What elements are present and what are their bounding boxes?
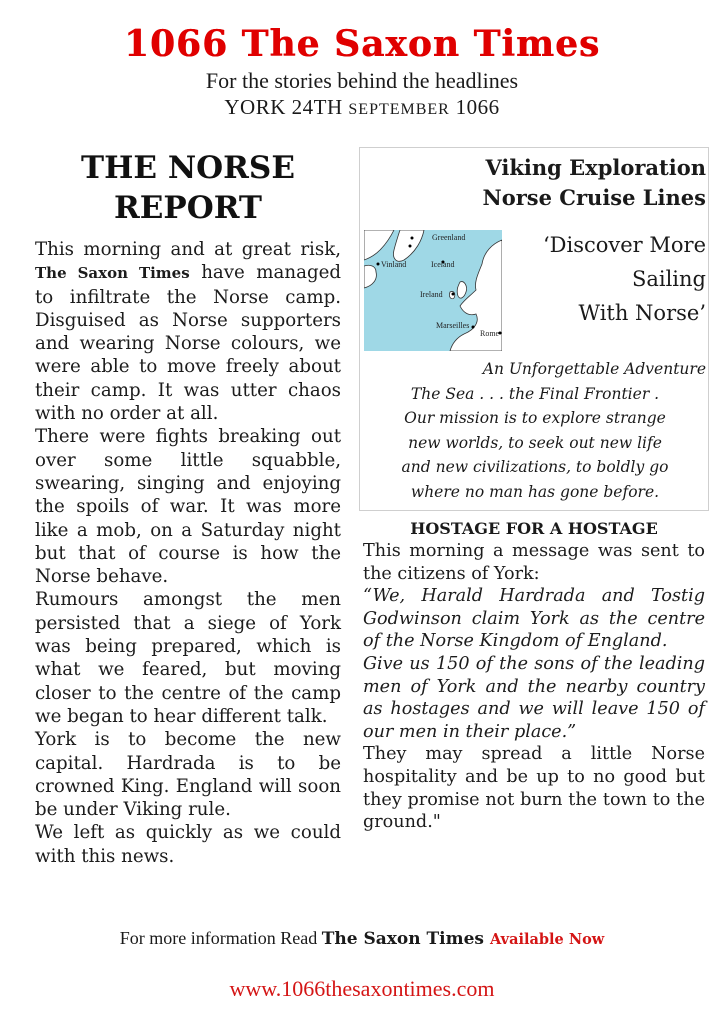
advert-italic-line-3: Our mission is to explore strange — [404, 409, 666, 427]
map-label-ireland: Ireland — [420, 290, 443, 299]
advert-title-line-2: Norse Cruise Lines — [482, 185, 706, 210]
advert-italic-line-4: new worlds, to seek out new life — [408, 433, 662, 452]
hostage-quote-2: Give us 150 of the sons of the leading men of York and the nearby country as hostages and we will leave 150 of our men in their place.” — [363, 653, 705, 742]
footer-paper-name: The Saxon Times — [321, 929, 484, 949]
advert-title — [483, 153, 706, 213]
advert-italic-line-2: The Sea . . . the Final Frontier . — [410, 384, 660, 403]
cruise-advert — [359, 147, 709, 511]
map-dot — [472, 326, 475, 329]
viking-map-image — [364, 230, 502, 351]
hostage-article — [363, 518, 705, 834]
map-label-greenland: Greenland — [432, 233, 466, 242]
slogan-line-2: Sailing — [631, 267, 706, 291]
advert-italic-line-1: An Unforgettable Adventure — [482, 360, 706, 378]
norse-report-article — [35, 148, 341, 868]
advert-title-line-1: Viking Exploration — [485, 155, 706, 180]
website-link[interactable]: www.1066thesaxontimes.com — [229, 976, 495, 1001]
tagline: For the stories behind the headlines — [205, 68, 519, 93]
article-headline — [35, 148, 341, 228]
map-dot — [452, 293, 455, 296]
paragraph-text: This morning and at great risk, — [35, 239, 341, 260]
advert-slogan — [543, 228, 706, 330]
map-dot — [411, 237, 414, 240]
slogan-line-3: With Norse’ — [578, 301, 706, 325]
advert-italic-line-5: and new civilizations, to boldly go — [401, 458, 669, 476]
slogan-line-1: ‘Discover More — [542, 233, 706, 257]
map-label-marseilles: Marseilles — [436, 321, 470, 330]
map-label-vinland: Vinland — [381, 260, 407, 269]
article-paragraph-2: There were fights breaking out over some little squabble, swearing, singing and enjoying the spoils of war. It was more like a mob, on a Saturday night but that of course is how the Norse behave. — [35, 426, 341, 588]
dateline-place-day: YORK 24TH — [224, 95, 349, 119]
dateline-year: 1066 — [449, 95, 500, 119]
hostage-headline: HOSTAGE FOR A HOSTAGE — [410, 519, 658, 538]
paragraph-text: have managed to infiltrate the Norse camp. Disguised as Norse supporters and wearing Norse colours, we were able to move freely about their camp. It was utter chaos with no order at all. — [35, 262, 342, 425]
footer-read-text: For more information Read — [119, 928, 322, 948]
map-dot — [409, 245, 412, 248]
article-paragraph-4: York is to become the new capital. Hardrada is to be crowned King. England will soon be under Viking rule. — [35, 729, 341, 821]
advert-tagline — [360, 357, 710, 504]
headline-line-1: THE NORSE — [81, 150, 295, 186]
footer-promo — [0, 926, 724, 952]
article-paragraph-1 — [35, 238, 341, 425]
available-now-label: Available Now — [490, 931, 605, 948]
dateline — [0, 94, 724, 123]
article-paragraph-3: Rumours amongst the men persisted that a siege of York was being prepared, which is what we feared, but moving closer to the centre of the camp we began to hear different talk. — [35, 589, 341, 727]
advert-italic-line-6: where no man has gone before. — [410, 482, 660, 501]
map-dot — [377, 263, 380, 266]
hostage-paragraph-1: This morning a message was sent to the citizens of York: — [363, 541, 705, 584]
hostage-paragraph-2: They may spread a little Norse hospitality and be up to no good but they promise not burn the town to the ground." — [363, 744, 705, 833]
newspaper-title: 1066 The Saxon Times — [123, 23, 601, 65]
paper-name-inline: The Saxon Times — [35, 264, 190, 283]
dateline-month: SEPTEMBER — [348, 101, 450, 118]
masthead — [0, 20, 724, 123]
map-label-iceland: Iceland — [431, 260, 455, 269]
article-paragraph-5: We left as quickly as we could with this news. — [35, 822, 341, 867]
hostage-quote-1: “We, Harald Hardrada and Tostig Godwinson claim York as the centre of the Norse Kingdom of England. — [363, 586, 705, 652]
headline-line-2: REPORT — [114, 190, 262, 226]
map-label-rome: Rome — [480, 329, 500, 338]
